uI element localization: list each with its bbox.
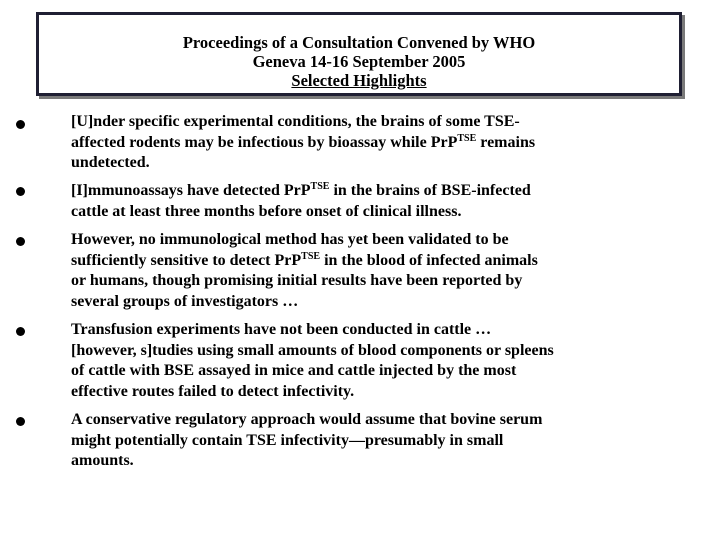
bullet-5-line-1: A conservative regulatory approach would assume that bovine serum — [71, 411, 543, 428]
title-box — [36, 12, 682, 96]
bullet-dot-icon — [16, 417, 25, 426]
bullet-3-superscript: TSE — [301, 250, 321, 262]
bullet-2-superscript: TSE — [310, 181, 330, 192]
bullet-4-line-3: of cattle with BSE assayed in mice and cattle injected by the most — [71, 362, 517, 379]
bullet-text-2 — [71, 181, 691, 222]
bullet-text-3 — [71, 230, 691, 312]
bullet-5-line-2: might potentially contain TSE infectivity—presumably in small — [71, 431, 504, 449]
bullet-dot-icon — [16, 327, 25, 336]
bullet-text-4 — [71, 320, 691, 402]
title-line-2: Geneva 14-16 September 2005 — [252, 52, 466, 71]
bullet-1-line-1: [U]nder specific experimental conditions, the brains of some TSE- — [71, 113, 520, 130]
bullet-4-line-2: [however, s]tudies using small amounts of blood components or spleens — [71, 341, 554, 359]
bullet-3-line-3: or humans, though promising initial results have been reported by — [71, 272, 523, 289]
title-line-3: Selected Highlights — [291, 71, 427, 90]
bullet-1-superscript: TSE — [457, 132, 477, 144]
bullet-dot-icon — [16, 237, 25, 246]
bullet-text-5 — [71, 410, 691, 472]
bullet-1-line-3: undetected. — [71, 154, 150, 171]
bullet-4-line-1: Transfusion experiments have not been conducted in cattle … — [71, 321, 492, 338]
bullet-2-line-2: cattle at least three months before onset of clinical illness. — [71, 202, 462, 220]
bullet-1-line-2: affected rodents may be infectious by bioassay while PrP — [71, 133, 458, 151]
bullet-4-line-4: effective routes failed to detect infectivity. — [71, 382, 355, 400]
bullet-5-line-3: amounts. — [71, 452, 134, 469]
bullet-3-line-2: sufficiently sensitive to detect PrP — [71, 251, 302, 269]
bullet-1-line-2-end: remains — [476, 133, 536, 151]
bullet-text-1 — [71, 112, 691, 174]
bullet-3-line-2-end: in the blood of infected animals — [320, 251, 538, 269]
bullet-dot-icon — [16, 120, 25, 129]
bullet-dot-icon — [16, 187, 25, 196]
bullet-2-line-1: [I]mmunoassays have detected PrP — [71, 182, 311, 199]
bullet-2-line-1-end: in the brains of BSE-infected — [329, 182, 531, 199]
title-line-1: Proceedings of a Consultation Convened by WHO — [182, 33, 536, 52]
bullet-3-line-1: However, no immunological method has yet been validated to be — [71, 231, 509, 248]
bullet-3-line-4: several groups of investigators … — [71, 292, 299, 310]
